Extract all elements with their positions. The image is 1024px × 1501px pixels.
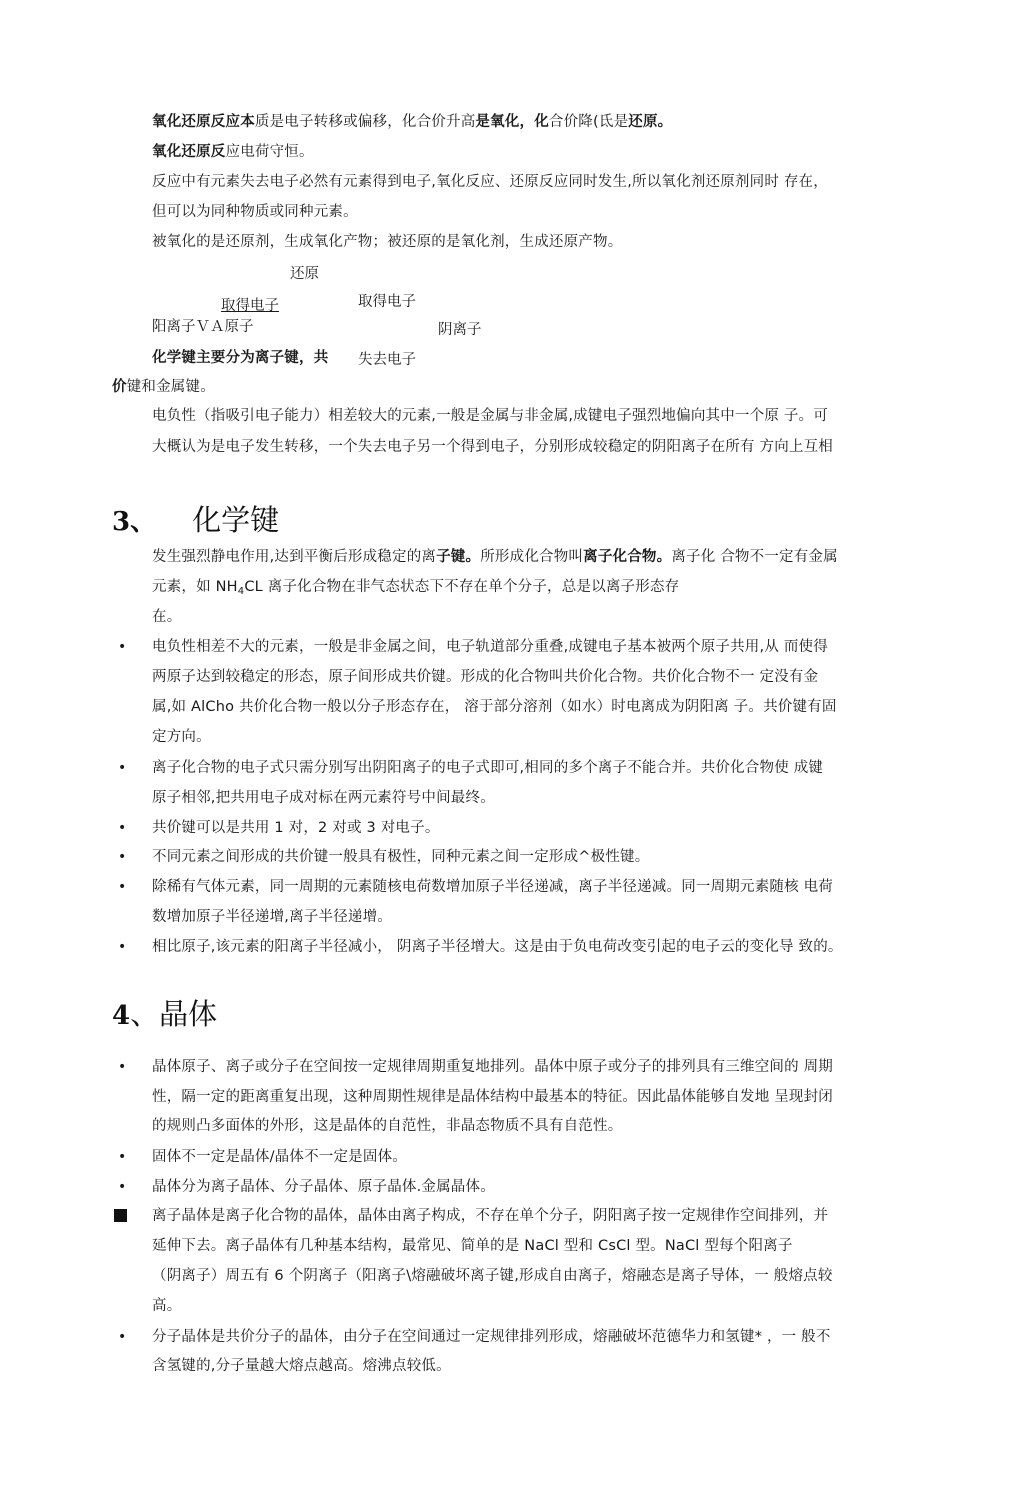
list-item-line: 的规则凸多面体的外形，这是晶体的自范性，非晶态物质不具有自范性。 [152,1118,623,1134]
list-item-line: 原子相邻,把共用电子成对标在两元素符号中间最终。 [152,790,495,806]
heading-text: 、晶体 [130,997,218,1031]
paragraph-line: 大概认为是电子发生转移，一个失去电子另一个得到电子，分别形成较稳定的阴阳离子在所有 方向上互相 [152,439,834,455]
heading-text: 化学键 [192,503,280,537]
list-item-line: 延伸下去。离子晶体有几种基本结构，最常见、简单的是 NaCl 型和 CsCl 型。NaCl 型每个阳离子 [152,1238,793,1254]
list-item-line: 性，隔一定的距离重复出现，这种周期性规律是晶体结构中最基本的特征。因此晶体能够自发地 呈现封闭 [152,1089,834,1105]
list-item-line: 共价键可以是共用 1 对，2 对或 3 对电子。 [152,820,440,836]
list-item-line: 相比原子,该元素的阳离子半径减小， 阴离子半径增大。这是由于负电荷改变引起的电子云的变化导 致的。 [152,939,843,955]
list-item-line: 晶体分为离子晶体、分子晶体、原子晶体.金属晶体。 [152,1179,495,1195]
paragraph-line: 被氧化的是还原剂，生成氧化产物；被还原的是氧化剂，生成还原产物。 [152,234,623,250]
list-item-line: 两原子达到较稳定的形态，原子间形成共价键。形成的化合物叫共价化合物。共价化合物不一 定没有金 [152,669,819,685]
bullet-dot: • [118,760,127,776]
diagram-label-reduce: 还原 [290,266,319,282]
list-item-line: 晶体原子、离子或分子在空间按一定规律周期重复地排列。晶体中原子或分子的排列具有三维空间的 周期 [152,1059,834,1075]
bullet-dot: • [118,639,127,655]
list-item-line: 数增加原子半径递增,离子半径递增。 [152,909,393,925]
bullet-dot: • [118,939,127,955]
bullet-dot: • [118,849,127,865]
list-item-line: 高。 [152,1298,182,1314]
section-heading-3 [112,498,279,539]
list-item-line: 分子晶体是共价分子的晶体，由分子在空间通过一定规律排列形成，熔融破坏范德华力和氢键* ，一 般不 [152,1329,831,1345]
paragraph-line: 价键和金属键。 [112,379,215,395]
list-item-line: 除稀有气体元素，同一周期的元素随核电荷数增加原子半径递减，离子半径递减。同一周期元素随核 电荷 [152,879,834,895]
paragraph-line: 发生强烈静电作用,达到平衡后形成稳定的离子键。所形成化合物叫离子化合物。离子化 合物不一定有金属 [152,549,838,565]
list-item-line: （阴离子）周五有 6 个阴离子（阳离子\熔融破坏离子键,形成自由离子，熔融态是离子导体，一 般熔点较 [152,1268,833,1284]
heading-number: 3、 [112,507,157,537]
bullet-dot: • [118,1179,127,1195]
paragraph-line: 氧化还原反应电荷守恒。 [152,144,314,160]
bullet-dot: • [118,1329,127,1345]
diagram-label-lose: 失去电子 [358,352,416,368]
list-item-line: 含氢键的,分子量越大熔点越高。熔沸点较低。 [152,1358,451,1374]
diagram-label-anion: 阴离子 [438,322,482,338]
paragraph-line: 电负性（指吸引电子能力）相差较大的元素,一般是金属与非金属,成键电子强烈地偏向其中一个原 子。可 [152,408,828,424]
list-item-line: 离子晶体是离子化合物的晶体，晶体由离子构成，不存在单个分子，阴阳离子按一定规律作空间排列，并 [152,1208,829,1224]
section-heading-4 [112,992,217,1033]
bullet-dot: • [118,1059,127,1075]
bullet-dot: • [118,879,127,895]
diagram-label-cation: 阳离子ＶＡ原子 [152,319,254,335]
list-item-line: 电负性相差不大的元素，一般是非金属之间，电子轨道部分重叠,成键电子基本被两个原子共用,从 而使得 [152,639,828,655]
paragraph-line: 在。 [152,609,182,625]
bullet-dot: • [118,820,127,836]
list-item-line: 定方向。 [152,729,211,745]
diagram-label-gain: 取得电子 [358,294,416,310]
list-item-line: 离子化合物的电子式只需分别写出阴阳离子的电子式即可,相同的多个离子不能合并。共价化合物使 成键 [152,760,824,776]
list-item-line: 不同元素之间形成的共价键一般具有极性，同种元素之间一定形成^极性键。 [152,849,650,865]
paragraph-line: 化学键主要分为离子键，共 [152,350,329,366]
diagram-label-gain-underlined: 取得电子 [221,298,279,314]
paragraph-line: 反应中有元素失去电子必然有元素得到电子,氧化反应、还原反应同时发生,所以氧化剂还原剂同时 存在， [152,174,828,190]
paragraph-line: 元素，如 $NH_4CL$ 离子化合物在非气态状态下不存在单个分子，总是以离子形态存 [152,579,680,597]
list-item-line: 固体不一定是晶体/晶体不一定是固体。 [152,1149,407,1165]
paragraph-line: 但可以为同种物质或同种元素。 [152,204,358,220]
bullet-square [114,1209,127,1222]
list-item-line: 属,如 AlCho 共价化合物一般以分子形态存在， 溶于部分溶剂（如水）时电离成为阴阳离 子。共价键有固 [152,699,837,715]
paragraph-line: 氧化还原反应本质是电子转移或偏移，化合价升高是氧化，化合价降(氐是还原。 [152,114,673,130]
heading-number: 4 [112,1001,131,1031]
bullet-dot: • [118,1149,127,1165]
